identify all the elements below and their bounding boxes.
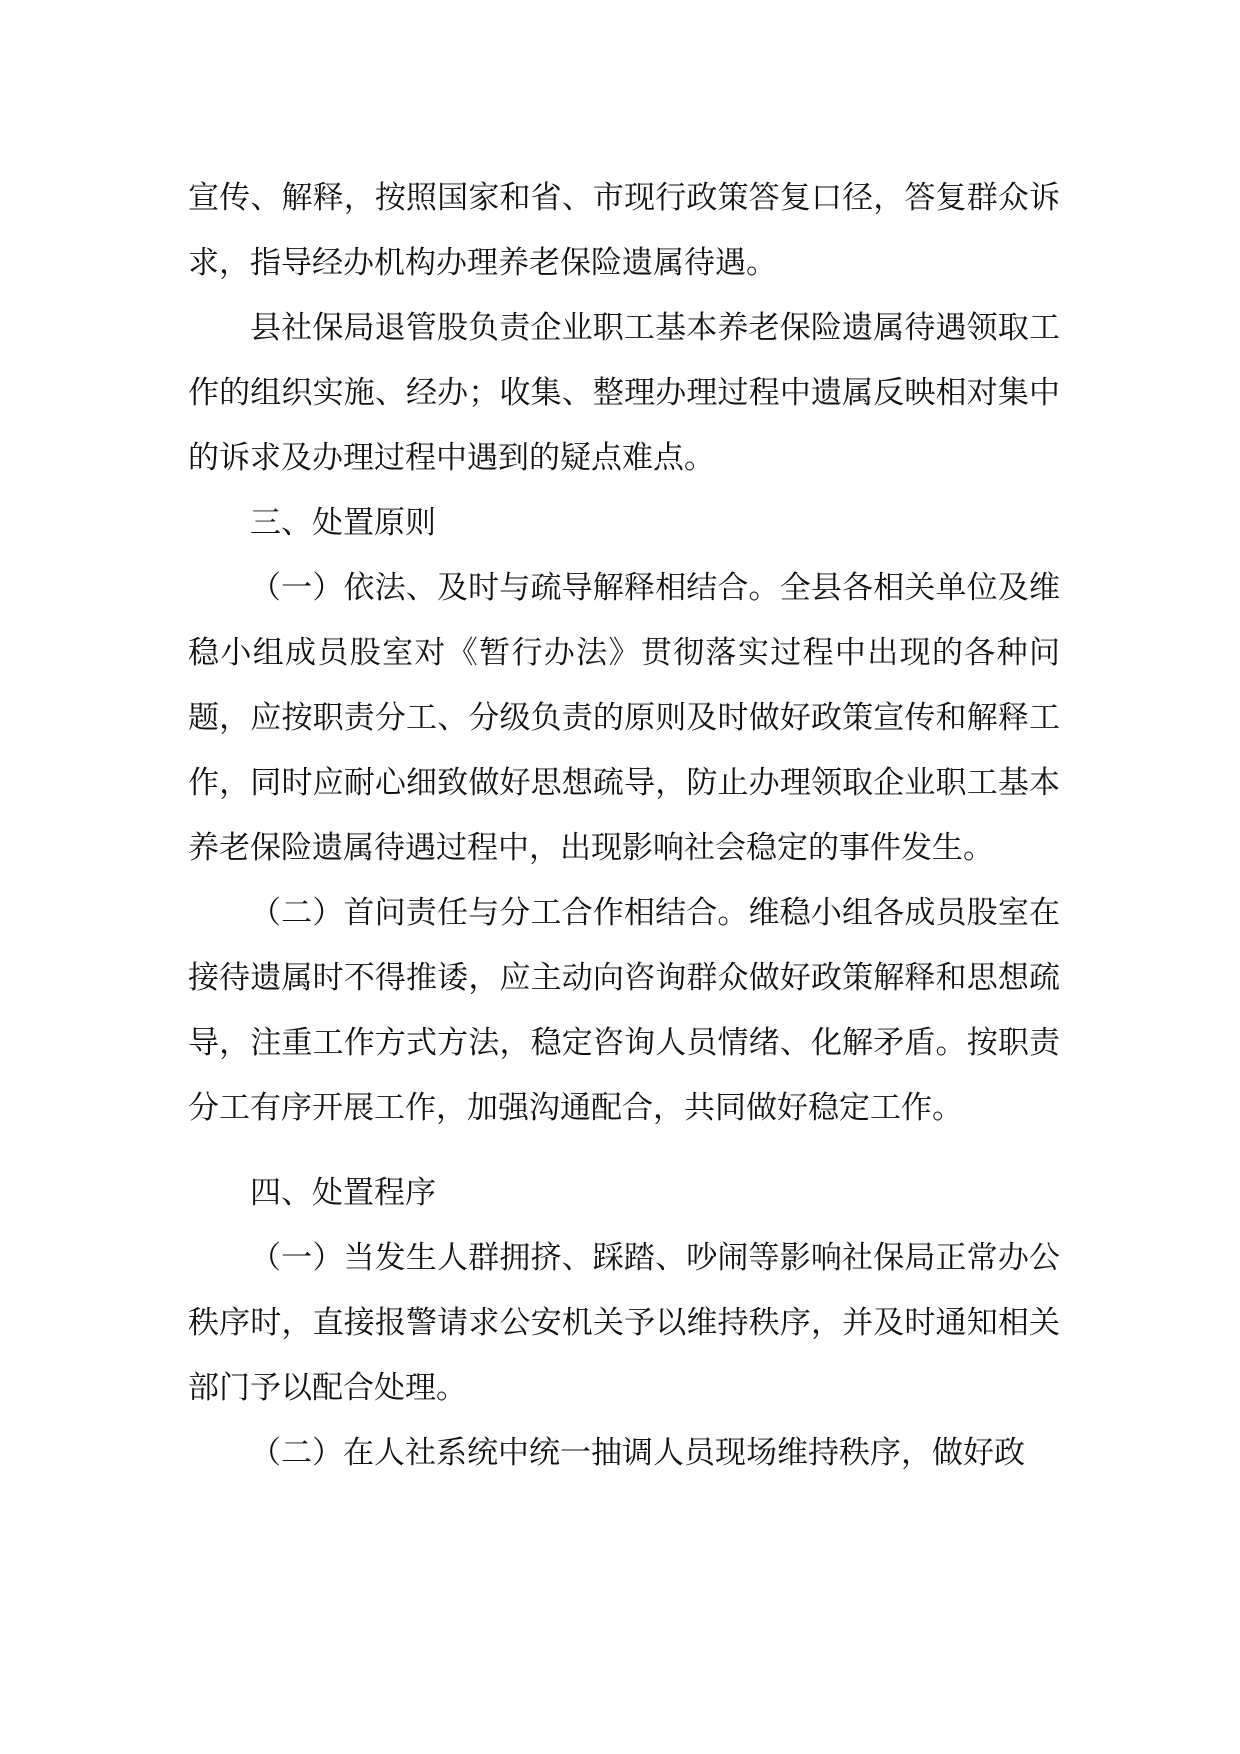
section-heading-principles: 三、处置原则 (250, 505, 436, 541)
section-heading-procedure: 四、处置程序 (250, 1175, 436, 1211)
paragraph-procedure-two: （二）在人社系统中统一抽调人员现场维持秩序，做好政 (250, 1435, 1025, 1471)
paragraph-principle-two: （二）首问责任与分工合作相结合。维稳小组各成员股室在接待遗属时不得推诿，应主动向咨询群众做好政策解释和思想疏导，注重工作方式方法，稳定咨询人员情绪、化解矛盾。按职责分工有序开展工作，加强沟通配合，共同做好稳定工作。 (188, 895, 1060, 1126)
paragraph-responsibility: 县社保局退管股负责企业职工基本养老保险遗属待遇领取工作的组织实施、经办；收集、整理办理过程中遗属反映相对集中的诉求及办理过程中遇到的疑点难点。 (188, 310, 1060, 476)
paragraph-procedure-one: （一）当发生人群拥挤、踩踏、吵闹等影响社保局正常办公秩序时，直接报警请求公安机关予以维持秩序，并及时通知相关部门予以配合处理。 (188, 1240, 1060, 1406)
document-body (188, 166, 1060, 1486)
paragraph-principle-one: （一）依法、及时与疏导解释相结合。全县各相关单位及维稳小组成员股室对《暂行办法》贯彻落实过程中出现的各种问题，应按职责分工、分级负责的原则及时做好政策宣传和解释工作，同时应耐心细致做好思想疏导，防止办理领取企业职工基本养老保险遗属待遇过程中，出现影响社会稳定的事件发生。 (188, 570, 1060, 866)
paragraph-continuation: 宣传、解释，按照国家和省、市现行政策答复口径，答复群众诉求，指导经办机构办理养老保险遗属待遇。 (188, 180, 1060, 281)
